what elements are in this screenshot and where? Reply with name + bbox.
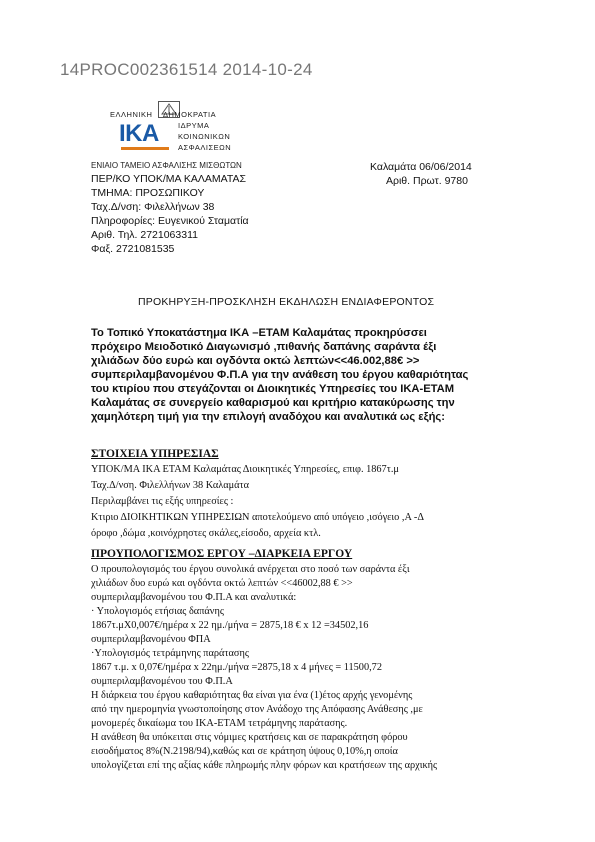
budget-line: συμπεριλαμβανομένου του Φ.Π.Α: [91, 676, 233, 687]
intro-line: Το Τοπικό Υποκατάστημα ΙΚΑ –ΕΤΑΜ Καλαμάτας προκηρύσσει: [91, 327, 427, 339]
intro-line: χαμηλότερη τιμή για την επιλογή αναδόχου και αναλυτικά ως εξής:: [91, 411, 445, 423]
logo-text-asfaliseon: ΑΣΦΑΛΙΣΕΩΝ: [178, 143, 232, 152]
header-department: ΤΜΗΜΑ: ΠΡΟΣΩΠΙΚΟΥ: [91, 187, 205, 199]
logo-text-koinonikon: ΚΟΙΝΩΝΙΚΩΝ: [178, 132, 231, 141]
ika-logo-underline: [121, 147, 169, 150]
service-line: Κτιριο ΔΙΟΙΚΗΤΙΚΩΝ ΥΠΗΡΕΣΙΩΝ αποτελούμενο από υπόγειο ,ισόγειο ,Α -Δ: [91, 512, 424, 523]
service-line: ΥΠΟΚ/ΜΑ ΙΚΑ ΕΤΑΜ Καλαμάτας Διοικητικές Υπηρεσίες, επιφ. 1867τ.μ: [91, 464, 399, 475]
budget-line: Η ανάθεση θα υπόκειται στις νόμιμες κρατήσεις και σε παρακράτηση φόρου: [91, 732, 408, 743]
intro-line: πρόχειρο Μειοδοτικό Διαγωνισμό ,πιθανής δαπάνης σαράντα έξι: [91, 341, 437, 353]
logo-text-idryma: ΙΔΡΥΜΑ: [178, 121, 210, 130]
budget-line: χιλιάδων δυο ευρώ και ογδόντα οκτώ λεπτών <<46002,88 € >>: [91, 578, 353, 589]
service-line: Περιλαμβάνει τις εξής υπηρεσίες :: [91, 496, 234, 507]
budget-line: από την ημερομηνία γνωστοποίησης στον Ανάδοχο της Απόφασης Ανάθεσης ,με: [91, 704, 423, 715]
intro-line: συμπεριλαμβανομένου Φ.Π.Α για την ανάθεση του έργου καθαριότητας: [91, 369, 469, 381]
header-phone: Αριθ. Τηλ. 2721063311: [91, 229, 198, 241]
logo-text-elliniki: ΕΛΛΗΝΙΚΗ: [110, 110, 153, 119]
document-id-watermark: 14PROC002361514 2014-10-24: [60, 60, 313, 79]
budget-line: εισοδήματος 8%(Ν.2198/94),καθώς και σε κράτηση ύψους 0,10%,η οποία: [91, 746, 398, 757]
budget-line: μονομερές δικαίωμα του ΙΚΑ-ΕΤΑΜ τετράμηνης παράτασης.: [91, 718, 348, 729]
budget-line: Η διάρκεια του έργου καθαριότητας θα είναι για ένα (1)έτος αρχής γενομένης: [91, 690, 413, 701]
budget-line: Ο προυπολογισμός του έργου συνολικά ανέρχεται στο ποσό των σαράντα έξι: [91, 564, 410, 575]
header-date: Καλαμάτα 06/06/2014: [370, 161, 472, 173]
ika-logo-text: ΙΚΑ: [119, 120, 159, 147]
intro-line: Καλαμάτας σε συνεργείο καθαρισμού και κριτήριο κατακύρωσης την: [91, 397, 455, 409]
section-heading-budget-duration: ΠΡΟΥΠΟΛΟΓΙΣΜΟΣ ΕΡΓΟΥ –ΔΙΑΡΚΕΙΑ ΕΡΓΟΥ: [91, 548, 353, 560]
logo-text-dimokratia: ΔΗΜΟΚΡΑΤΙΑ: [163, 110, 217, 119]
service-line: όροφο ,δώμα ,κοινόχρηστες σκάλες,είσοδο, αρχεία κτλ.: [91, 528, 321, 539]
document-title: ΠΡΟΚΗΡΥΞΗ-ΠΡΟΣΚΛΗΣΗ ΕΚΔΗΛΩΣΗ ΕΝΔΙΑΦΕΡΟΝΤΟΣ: [138, 296, 435, 308]
intro-line: του κτιρίου που στεγάζονται οι Διοικητικές Υπηρεσίες του ΙΚΑ-ΕΤΑΜ: [91, 383, 455, 395]
service-line: Ταχ.Δ/νση. Φιλελλήνων 38 Καλαμάτα: [91, 480, 250, 491]
budget-line: ·Υπολογισμός τετράμηνης παράτασης: [91, 648, 249, 659]
section-heading-service-details: ΣΤΟΙΧΕΙΑ ΥΠΗΡΕΣΙΑΣ: [91, 448, 219, 460]
budget-line: υπολογίζεται επί της αξίας κάθε πληρωμής πλην φόρων και κρατήσεων της αρχικής: [91, 760, 438, 771]
budget-line: 1867τ.μΧ0,007€/ημέρα x 22 ημ./μήνα = 2875,18 € x 12 =34502,16: [91, 620, 369, 631]
budget-line: συμπεριλαμβανομένου ΦΠΑ: [91, 634, 211, 645]
ika-logo: [119, 122, 173, 152]
header-protocol-number: Αριθ. Πρωτ. 9780: [386, 175, 468, 187]
agency-name: ΕΝΙΑΙΟ ΤΑΜΕΙΟ ΑΣΦΑΛΙΣΗΣ ΜΙΣΘΩΤΩΝ: [91, 161, 242, 170]
intro-line: χιλιάδων δύο ευρώ και ογδόντα οκτώ λεπτών<<46.002,88€ >>: [91, 355, 420, 367]
header-contact-person: Πληροφορίες: Ευγενικού Σταματία: [91, 215, 249, 227]
header-address: Ταχ.Δ/νση: Φιλελλήνων 38: [91, 201, 215, 213]
header-branch: ΠΕΡ/ΚΟ ΥΠΟΚ/ΜΑ ΚΑΛΑΜΑΤΑΣ: [91, 173, 246, 185]
budget-line: 1867 τ.μ. x 0,07€/ημέρα x 22ημ./μήνα =2875,18 x 4 μήνες = 11500,72: [91, 662, 382, 673]
header-fax: Φαξ. 2721081535: [91, 243, 175, 255]
budget-line: · Υπολογισμός ετήσιας δαπάνης: [91, 606, 224, 617]
budget-line: συμπεριλαμβανομένου του Φ.Π.Α και αναλυτικά:: [91, 592, 297, 603]
